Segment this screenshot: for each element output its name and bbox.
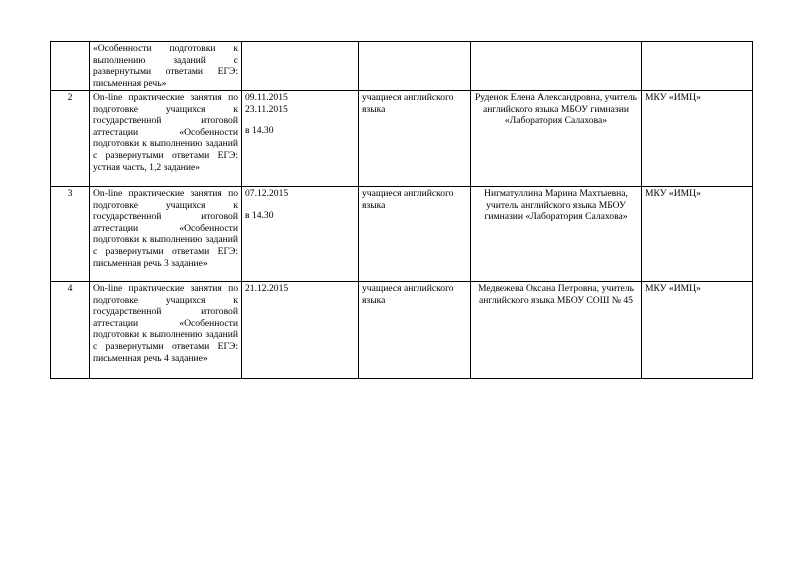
responsible-person bbox=[471, 42, 642, 91]
event-dates bbox=[242, 91, 359, 187]
table-row bbox=[51, 42, 753, 91]
row-number: 4 bbox=[51, 282, 90, 379]
event-time: в 14.30 bbox=[245, 209, 274, 221]
event-date: 21.12.2015 bbox=[245, 283, 289, 294]
event-date: 09.11.2015 bbox=[245, 92, 288, 103]
row-number bbox=[51, 42, 90, 91]
participants: учащиеся английского языка bbox=[359, 282, 471, 379]
schedule-table bbox=[50, 41, 753, 379]
organizer: МКУ «ИМЦ» bbox=[642, 282, 753, 379]
responsible-person: Руденок Елена Александровна, учитель английского языка МБОУ гимназии «Лаборатория Салахова» bbox=[471, 91, 642, 187]
event-topic: «Особенности подготовки к выполнению заданий с развернутыми ответами ЕГЭ: письменная речь» bbox=[90, 42, 242, 91]
event-date: 23.11.2015 bbox=[245, 103, 288, 115]
responsible-person: Нигматуллина Марина Махтыевна, учитель английского языка МБОУ гимназии «Лаборатория Салахова» bbox=[471, 187, 642, 282]
event-topic: On-line практические занятия по подготовке учащихся к государственной итоговой аттестации «Особенности подготовки к выполнению заданий с развернутыми ответами ЕГЭ: устная часть, 1,2 задание» bbox=[90, 91, 242, 187]
participants bbox=[359, 42, 471, 91]
row-number: 3 bbox=[51, 187, 90, 282]
event-date: 07.12.2015 bbox=[245, 188, 289, 199]
event-dates bbox=[242, 42, 359, 91]
table-row bbox=[51, 91, 753, 187]
event-topic: On-line практические занятия по подготовке учащихся к государственной итоговой аттестации «Особенности подготовки к выполнению заданий с развернутыми ответами ЕГЭ: письменная речь 3 задание» bbox=[90, 187, 242, 282]
event-dates bbox=[242, 282, 359, 379]
organizer: МКУ «ИМЦ» bbox=[642, 187, 753, 282]
organizer bbox=[642, 42, 753, 91]
event-topic: On-line практические занятия по подготовке учащихся к государственной итоговой аттестации «Особенности подготовки к выполнению заданий с развернутыми ответами ЕГЭ: письменная речь 4 задание» bbox=[90, 282, 242, 379]
organizer: МКУ «ИМЦ» bbox=[642, 91, 753, 187]
event-time: в 14.30 bbox=[245, 125, 274, 137]
responsible-person: Медвежева Оксана Петровна, учитель английского языка МБОУ СОШ № 45 bbox=[471, 282, 642, 379]
row-number: 2 bbox=[51, 91, 90, 187]
event-dates bbox=[242, 187, 359, 282]
participants: учащиеся английского языка bbox=[359, 91, 471, 187]
table-row bbox=[51, 187, 753, 282]
table-row bbox=[51, 282, 753, 379]
participants: учащиеся английского языка bbox=[359, 187, 471, 282]
